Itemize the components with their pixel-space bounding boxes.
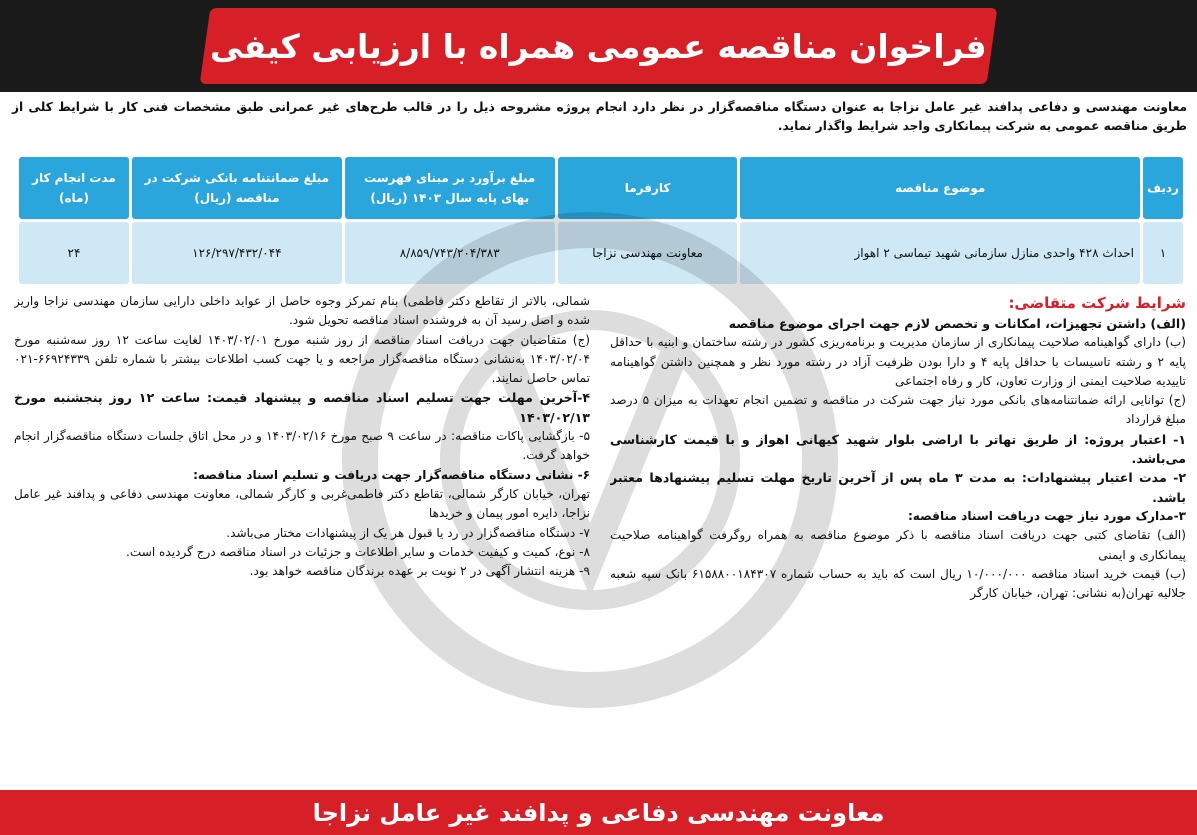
item-5-opening: ۵- بازگشایی پاکات مناقصه: در ساعت ۹ صبح مورخ ۱۴۰۳/۰۲/۱۶ و در محل اتاق جلسات دستگاه مناقصه‌گزار انجام خواهد گرفت. <box>14 429 590 463</box>
cell-estimate: ۸/۸۵۹/۷۴۳/۲۰۴/۳۸۳ <box>345 222 555 284</box>
conditions-title: شرایط شرکت متقاضی: <box>1008 294 1186 312</box>
item-6-address: تهران، خیابان کارگر شمالی، تقاطع دکتر فاطمی‌غربی و کارگر شمالی، معاونت مهندسی دفاعی و پدافند غیر عامل نزاجا، دایره امور پیمان و خریدها <box>14 486 590 521</box>
intro-paragraph: معاونت مهندسی و دفاعی پدافند غیر عامل نزاجا به عنوان دستگاه مناقصه‌گزار در نظر دارد انجام پروژه مشروحه ذیل را در قالب طرح‌های غیر عمرانی طبق مشخصات فنی کار با شرایط کلی از طریق مناقصه عمومی به شرکت پیمانکاری واجد شرایط واگذار نماید. <box>12 100 1187 133</box>
table-row <box>19 222 1183 284</box>
col-header-estimate: مبلغ برآورد بر مبنای فهرست بهای پایه سال ۱۴۰۳ (ریال) <box>345 157 555 219</box>
item-6-address-title: ۶- نشانی دستگاه مناقصه‌گزار جهت دریافت و تسلیم اسناد مناقصه: <box>193 467 590 482</box>
condition-b: (ب) دارای گواهینامه صلاحیت پیمانکاری از سازمان مدیریت و برنامه‌ریزی کشور در رشته ساختمان و ابنیه با حداقل پایه ۲ و رشته تاسیسات با حداقل پایه ۴ و دارا بودن ظرفیت آزاد در رشته مورد نظر و همچنین داشتن گواهینامه تاییدیه صلاحیت ایمنی از وزارت تعاون، کار و رفاه اجتماعی <box>610 335 1186 388</box>
item-3-b: (ب) قیمت خرید اسناد مناقصه ۱۰/۰۰۰/۰۰۰ ریال است که باید به حساب شماره ۶۱۵۸۸۰۰۱۸۴۳۰۷ بانک سپه شعبه جلالیه تهران(به نشانی: تهران، خیابان کارگر <box>610 566 1186 601</box>
cell-row: ۱ <box>1143 222 1183 284</box>
col-header-subject: موضوع مناقصه <box>740 157 1140 219</box>
footer-banner <box>0 790 1197 835</box>
item-3-b-continued: شمالی، بالاتر از تقاطع دکتر فاطمی) بنام تمرکز وجوه حاصل از عواید داخلی دارایی سازمان مهندسی نزاجا واریز شده و اصل رسید آن به فروشنده اسناد مناقصه تحویل شود. <box>14 294 590 328</box>
condition-a: (الف) داشتن تجهیزات، امکانات و تخصص لازم جهت اجرای موضوع مناقصه <box>728 316 1186 331</box>
cell-subject: احداث ۴۲۸ واحدی منازل سازمانی شهید تیماسی ۲ اهواز <box>740 222 1140 284</box>
header-banner <box>200 8 998 84</box>
item-4-deadline: ۴-آخرین مهلت جهت تسلیم اسناد مناقصه و پیشنهاد قیمت: ساعت ۱۲ روز پنجشنبه مورخ ۱۴۰۳/۰۲/۱۳ <box>14 390 590 425</box>
footer-text: معاونت مهندسی دفاعی و پدافند غیر عامل نزاجا <box>312 798 885 827</box>
item-7: ۷- دستگاه مناقصه‌گزار در رد یا قبول هر یک از پیشنهادات مختار می‌باشد. <box>226 525 590 540</box>
cell-duration: ۲۴ <box>19 222 129 284</box>
col-header-employer: کارفرما <box>558 157 738 219</box>
col-header-duration: مدت انجام کار (ماه) <box>19 157 129 219</box>
item-2-validity: ۲- مدت اعتبار پیشنهادات: به مدت ۳ ماه پس از آخرین تاریخ مهلت تسلیم پیشنهادها معتبر باشد. <box>610 470 1186 505</box>
col-header-row: ردیف <box>1143 157 1183 219</box>
left-column <box>14 292 590 786</box>
item-3-documents-title: ۳-مدارک مورد نیاز جهت دریافت اسناد مناقصه: <box>907 508 1186 523</box>
item-8: ۸- نوع، کمیت و کیفیت خدمات و سایر اطلاعات و جزئیات در اسناد مناقصه درج گردیده است. <box>125 544 590 559</box>
item-3-a: (الف) تقاضای کتبی جهت دریافت اسناد مناقصه با ذکر موضوع مناقصه به همراه روگرفت گواهینامه صلاحیت پیمانکاری و ایمنی <box>610 528 1186 562</box>
condition-c: (ج) توانایی ارائه ضمانتنامه‌های بانکی مورد نیاز جهت شرکت در مناقصه و تضمین انجام تعهدات به میزان ۵ درصد مبلغ قرارداد <box>610 393 1186 427</box>
item-3-c: (ج) متقاضیان جهت دریافت اسناد مناقصه از روز شنبه مورخ ۱۴۰۳/۰۲/۰۱ لغایت ساعت ۱۲ روز سه‌شنبه مورخ ۱۴۰۳/۰۲/۰۴ به‌نشانی دستگاه مناقصه‌گزار مراجعه و یا جهت کسب اطلاعات بیشتر با شماره تلفن ۶۶۹۲۴۳۳۹-۰۲۱ تماس حاصل نمایند. <box>14 332 590 386</box>
col-header-guarantee: مبلغ ضمانتنامه بانکی شرکت در مناقصه (ریال) <box>132 157 342 219</box>
conditions-section <box>14 292 1186 786</box>
item-9: ۹- هزینه انتشار آگهی در ۲ نوبت بر عهده برندگان مناقصه خواهد بود. <box>249 564 590 579</box>
cell-guarantee: ۱۲۶/۲۹۷/۴۳۲/۰۴۴ <box>132 222 342 284</box>
table-header-row <box>19 157 1183 219</box>
cell-employer: معاونت مهندسی نزاجا <box>558 222 738 284</box>
tender-table <box>16 154 1186 287</box>
page-title: فراخوان مناقصه عمومی همراه با ارزیابی کیفی <box>210 26 987 66</box>
right-column <box>610 292 1186 786</box>
item-1-credit: ۱- اعتبار پروژه: از طریق تهاتر با اراضی بلوار شهید کیهانی اهواز و با قیمت کارشناسی می‌باشد. <box>610 431 1186 467</box>
